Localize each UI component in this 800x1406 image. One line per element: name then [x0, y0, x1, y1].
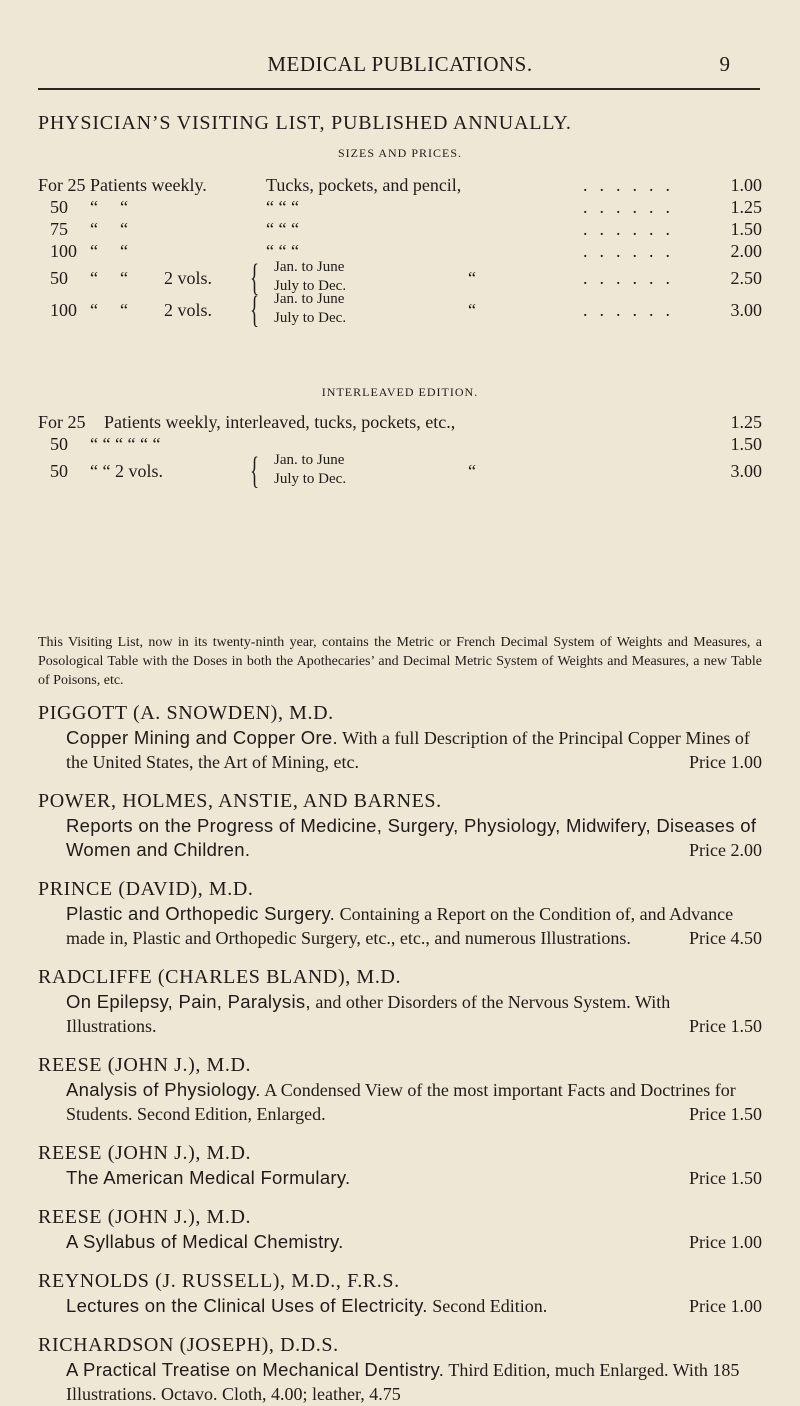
row-description: “ “ “ — [266, 241, 299, 261]
row-price: 1.00 — [730, 175, 762, 195]
book-price: Price 1.50 — [689, 1016, 762, 1036]
book-price: Price 1.00 — [689, 752, 762, 772]
ditto-mark: “ — [468, 300, 476, 320]
book-title: Lectures on the Clinical Uses of Electricity. — [66, 1295, 428, 1316]
interleaved-heading: INTERLEAVED EDITION. — [321, 385, 479, 399]
row-count: 100 — [50, 300, 77, 320]
publication-entry — [38, 1204, 762, 1254]
entry-body — [66, 814, 762, 862]
row-price: 1.50 — [730, 219, 762, 239]
book-title: A Practical Treatise on Mechanical Dentistry. — [66, 1359, 445, 1380]
page-header — [0, 52, 800, 102]
split-label: July to Dec. — [274, 471, 347, 487]
ditto-mark: “ — [90, 241, 98, 261]
book-description: Third Edition, much Enlarged. With 185 Illustrations. Octavo. Cloth, 4.00; leather, 4.75 — [66, 1360, 740, 1404]
brace-glyph: { — [250, 257, 260, 299]
book-title: Reports on the Progress of Medicine, Surgery, Physiology, Midwifery, Diseases of Women and Children. — [66, 815, 757, 860]
author-heading: RICHARDSON (JOSEPH), D.D.S. — [38, 1334, 339, 1356]
split-label: Jan. to June — [274, 291, 345, 307]
author-heading: PRINCE (DAVID), M.D. — [38, 878, 254, 900]
author-heading: PIGGOTT (A. SNOWDEN), M.D. — [38, 702, 334, 724]
book-description: A Condensed View of the most important Facts and Doctrines for Students. Second Edition, Enlarged. — [66, 1080, 736, 1124]
row-description: “ “ “ — [266, 197, 299, 217]
book-title: Plastic and Orthopedic Surgery. — [66, 903, 336, 924]
running-title: MEDICAL PUBLICATIONS. — [267, 52, 533, 76]
ditto-mark: “ — [120, 219, 128, 239]
book-price: Price 1.50 — [689, 1104, 762, 1124]
book-title: A Syllabus of Medical Chemistry. — [66, 1231, 344, 1252]
table-row — [38, 289, 762, 331]
row-count: 50 — [50, 197, 68, 217]
half-year-split — [274, 290, 346, 328]
table-row — [38, 434, 762, 456]
book-description: Second Edition. — [432, 1296, 548, 1316]
author-heading: REESE (JOHN J.), M.D. — [38, 1142, 252, 1164]
row-price: 3.00 — [730, 300, 762, 320]
entry-body — [66, 1230, 762, 1254]
publication-entry — [38, 788, 762, 862]
table-row — [38, 175, 762, 197]
author-heading: POWER, HOLMES, ANSTIE, AND BARNES. — [38, 790, 442, 812]
table-row — [38, 241, 762, 263]
ditto-mark: “ — [120, 197, 128, 217]
row-price: 1.25 — [730, 197, 762, 217]
book-title: Analysis of Physiology. — [66, 1079, 261, 1100]
sizes-heading: SIZES AND PRICES. — [337, 146, 463, 160]
row-price: 2.00 — [730, 241, 762, 261]
leader-dots: ...... — [583, 219, 682, 239]
author-heading: RADCLIFFE (CHARLES BLAND), M.D. — [38, 966, 402, 988]
table-row — [38, 257, 762, 299]
ditto-mark: “ — [90, 300, 98, 320]
ditto-mark: “ — [120, 268, 128, 288]
entry-body — [66, 1166, 762, 1190]
split-label: Jan. to June — [274, 259, 345, 275]
row-description: “ “ 2 vols. — [90, 461, 163, 481]
leader-dots: ...... — [583, 268, 682, 288]
entry-body — [66, 1294, 762, 1318]
ditto-mark: “ — [468, 461, 476, 481]
ditto-mark: “ — [120, 300, 128, 320]
publication-entry — [38, 876, 762, 950]
book-title: Copper Mining and Copper Ore. — [66, 727, 338, 748]
visiting-list-note: This Visiting List, now in its twenty-ninth year, contains the Metric or French Decimal System of Weights and Measures, a Posological Table with the Doses in both the Apothecaries’ and Decimal Metric System of Weights and Measures, a new Table of Poisons, etc. — [38, 635, 762, 688]
leader-dots: ...... — [583, 241, 682, 261]
row-count: 50 — [50, 434, 68, 454]
publication-entry — [38, 964, 762, 1038]
book-price: Price 1.00 — [689, 1232, 762, 1252]
visiting-list-title: PHYSICIAN’S VISITING LIST, PUBLISHED ANNUALLY. — [38, 112, 572, 134]
row-price: 3.00 — [730, 461, 762, 481]
split-label: July to Dec. — [274, 278, 347, 294]
book-description: and other Disorders of the Nervous System. With Illustrations. — [66, 992, 671, 1036]
row-price: 1.50 — [730, 434, 762, 454]
entry-body — [66, 1078, 762, 1126]
ditto-mark: “ — [90, 219, 98, 239]
entry-body — [66, 990, 762, 1038]
row-price: 2.50 — [730, 268, 762, 288]
author-heading: REESE (JOHN J.), M.D. — [38, 1206, 252, 1228]
brace-glyph: { — [250, 289, 260, 331]
ditto-mark: “ — [90, 197, 98, 217]
row-price: 1.25 — [730, 412, 762, 432]
row-description: “ “ “ — [266, 219, 299, 239]
book-title: On Epilepsy, Pain, Paralysis, — [66, 991, 311, 1012]
split-label: July to Dec. — [274, 310, 347, 326]
leader-dots: ...... — [583, 197, 682, 217]
split-label: Jan. to June — [274, 452, 345, 468]
book-description: With a full Description of the Principal Copper Mines of the United States, the Art of Mining, etc. — [66, 728, 750, 772]
leader-dots: ...... — [583, 175, 682, 195]
table-row — [38, 450, 762, 492]
book-title: The American Medical Formulary. — [66, 1167, 351, 1188]
entry-body — [66, 902, 762, 950]
leader-dots: ...... — [583, 300, 682, 320]
entry-body — [66, 726, 762, 774]
row-count: 50 — [50, 461, 68, 481]
book-price: Price 2.00 — [689, 840, 762, 860]
author-heading: REESE (JOHN J.), M.D. — [38, 1054, 252, 1076]
row-volumes: 2 vols. — [164, 268, 213, 288]
ditto-mark: “ — [90, 268, 98, 288]
row-count: 50 — [50, 268, 68, 288]
book-price: Price 1.00 — [689, 1296, 762, 1316]
author-heading: REYNOLDS (J. RUSSELL), M.D., F.R.S. — [38, 1270, 400, 1292]
publication-entry — [38, 700, 762, 774]
row-count: 100 — [50, 241, 77, 261]
book-price: Price 4.50 — [689, 928, 762, 948]
row-description: Tucks, pockets, and pencil, — [266, 175, 462, 195]
row-description: Patients weekly, interleaved, tucks, pockets, etc., — [104, 412, 456, 432]
ditto-mark: “ — [120, 241, 128, 261]
entry-body — [66, 1358, 762, 1406]
publication-entry — [38, 1268, 762, 1318]
row-description: “ “ “ “ “ “ — [90, 434, 161, 454]
row-count: For 25 Patients weekly. — [38, 175, 207, 195]
row-count: For 25 — [38, 412, 86, 432]
book-description: Containing a Report on the Condition of, and Advance made in, Plastic and Orthopedic Surgery, etc., etc., and numerous Illustrations. — [66, 904, 734, 948]
publication-entry — [38, 1140, 762, 1190]
table-row — [38, 219, 762, 241]
book-price: Price 1.50 — [689, 1168, 762, 1188]
ditto-mark: “ — [468, 268, 476, 288]
publication-entry — [38, 1332, 762, 1406]
table-row — [38, 197, 762, 219]
half-year-split — [274, 451, 346, 489]
row-count: 75 — [50, 219, 68, 239]
page-number: 9 — [719, 52, 730, 76]
header-rule — [38, 88, 760, 90]
table-row — [38, 412, 762, 434]
brace-glyph: { — [250, 450, 260, 492]
publication-entry — [38, 1052, 762, 1126]
row-volumes: 2 vols. — [164, 300, 213, 320]
